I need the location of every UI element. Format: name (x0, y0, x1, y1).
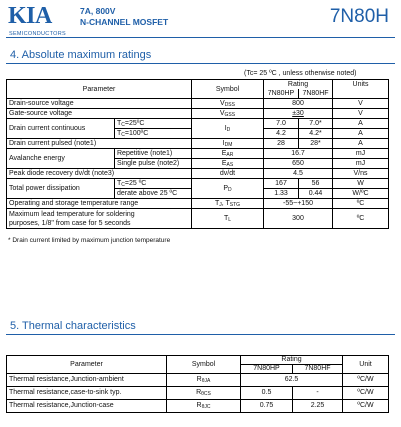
cond-tc-100: $T_C=100ºC$ (115, 129, 192, 139)
symbol-tl: $T_L$ (192, 209, 264, 229)
unit-tl: ºC (333, 209, 389, 229)
header-parameter: Parameter (7, 80, 192, 99)
table-row (7, 109, 389, 119)
param-lead-temp-line1: Maximum lead temperature for soldering (9, 210, 135, 218)
value-idm-hp: 28 (264, 139, 299, 149)
footnote: * Drain current limited by maximum junction temperature (8, 237, 171, 244)
symbol-vdss: $V_{DSS}$ (192, 99, 264, 109)
symbol-eas: $E_{AS}$ (192, 159, 264, 169)
cond-repetitive: Repetitive (note1) (115, 149, 192, 159)
value-pd-hf: 56 (299, 179, 333, 189)
param-peak-diode-recovery: Peak diode recovery dv/dt (note3) (7, 169, 192, 179)
value-rthja: 62.5 (241, 374, 343, 387)
param-lead-temp-line2: purposes, 1/8" from case for 5 seconds (9, 219, 131, 227)
param-gate-source-voltage: Gate-source voltage (7, 109, 192, 119)
table-header-row (7, 356, 389, 365)
param-drain-current-continuous: Drain current continuous (7, 119, 115, 139)
table-row (7, 179, 389, 189)
value-tl: 300 (264, 209, 333, 229)
cond-tc-25: $T_C=25ºC$ (115, 119, 192, 129)
value-rthjc-hf: 2.25 (293, 400, 343, 413)
value-rthcs-hp: 0.5 (241, 387, 293, 400)
header-symbol: Symbol (167, 356, 241, 374)
value-rthcs-hf: - (293, 387, 343, 400)
unit-vgss: V (333, 109, 389, 119)
table-row (7, 400, 389, 413)
value-idm-hf: 28* (299, 139, 333, 149)
header-rating: Rating (264, 80, 333, 90)
symbol-rthcs: $R_{\theta CS}$ (167, 387, 241, 400)
symbol-tj-tstg: $T_J$, $T_{STG}$ (192, 199, 264, 209)
unit-pd: W (333, 179, 389, 189)
header-rule (6, 37, 395, 38)
value-rthjc-hp: 0.75 (241, 400, 293, 413)
test-condition-note: (Tc= 25 ºC , unless otherwise noted) (244, 70, 357, 77)
unit-id-25: A (333, 119, 389, 129)
value-id-hf-100: 4.2* (299, 129, 333, 139)
unit-idm: A (333, 139, 389, 149)
unit-derate: W/ºC (333, 189, 389, 199)
unit-id-100: A (333, 129, 389, 139)
value-derate-hp: 1.33 (264, 189, 299, 199)
header-7n80hf: 7N80HF (293, 365, 343, 374)
section-5-rule (6, 334, 395, 335)
unit-rthjc: ºC/W (343, 400, 389, 413)
table-header-row (7, 80, 389, 90)
symbol-dvdt: dv/dt (192, 169, 264, 179)
header-parameter: Parameter (7, 356, 167, 374)
param-avalanche-energy: Avalanche energy (7, 149, 115, 169)
symbol-rthjc: $R_{\theta JC}$ (167, 400, 241, 413)
param-junction-case: Thermal resistance,Junction-case (7, 400, 167, 413)
table-row (7, 119, 389, 129)
value-id-hp-25: 7.0 (264, 119, 299, 129)
param-total-power-dissipation: Total power dissipation (7, 179, 115, 199)
header-units: Units (333, 80, 389, 99)
unit-rthcs: ºC/W (343, 387, 389, 400)
param-lead-temp (7, 209, 192, 229)
unit-ear: mJ (333, 149, 389, 159)
cond-pd-tc-25: $T_C=25$ ºC (115, 179, 192, 189)
param-case-to-sink: Thermal resistance,case-to-sink typ. (7, 387, 167, 400)
value-pd-hp: 167 (264, 179, 299, 189)
company-logo: KIA (8, 3, 52, 29)
table-row (7, 149, 389, 159)
param-junction-ambient: Thermal resistance,Junction-ambient (7, 374, 167, 387)
header-7n80hp: 7N80HP (241, 365, 293, 374)
symbol-ear: $E_{AR}$ (192, 149, 264, 159)
table-row (7, 374, 389, 387)
value-vdss: 800 (264, 99, 333, 109)
value-id-hp-100: 4.2 (264, 129, 299, 139)
header-7n80hf: 7N80HF (299, 89, 333, 99)
value-ear: 16.7 (264, 149, 333, 159)
header-7n80hp: 7N80HP (264, 89, 299, 99)
header-rating: Rating (241, 356, 343, 365)
header-symbol: Symbol (192, 80, 264, 99)
section-5-title: 5. Thermal characteristics (10, 320, 136, 332)
company-logo-subtitle: SEMICONDUCTORS (9, 31, 66, 37)
cond-derate: derate above 25 ºC (115, 189, 192, 199)
param-operating-temp: Operating and storage temperature range (7, 199, 192, 209)
value-eas: 650 (264, 159, 333, 169)
symbol-vgss: $V_{GSS}$ (192, 109, 264, 119)
symbol-idm: $I_{DM}$ (192, 139, 264, 149)
section-4-title: 4. Absolute maximum ratings (10, 49, 152, 61)
section-4-rule (6, 63, 395, 64)
table-row (7, 199, 389, 209)
header-unit: Unit (343, 356, 389, 374)
symbol-pd: $P_D$ (192, 179, 264, 199)
table-row (7, 209, 389, 229)
unit-eas: mJ (333, 159, 389, 169)
part-number: 7N80H (329, 6, 389, 27)
absolute-max-ratings-table (6, 79, 389, 229)
table-row (7, 139, 389, 149)
device-type-line: N-CHANNEL MOSFET (80, 17, 169, 27)
thermal-characteristics-table (6, 355, 389, 413)
unit-tj: ºC (333, 199, 389, 209)
unit-dvdt: V/ns (333, 169, 389, 179)
cond-single-pulse: Single pulse (note2) (115, 159, 192, 169)
unit-vdss: V (333, 99, 389, 109)
table-row (7, 169, 389, 179)
symbol-rthja: $R_{\theta JA}$ (167, 374, 241, 387)
unit-rthja: ºC/W (343, 374, 389, 387)
value-id-hf-25: 7.0* (299, 119, 333, 129)
value-dvdt: 4.5 (264, 169, 333, 179)
param-drain-source-voltage: Drain-source voltage (7, 99, 192, 109)
device-rating-line: 7A, 800V (80, 6, 116, 16)
value-tj: -55~+150 (264, 199, 333, 209)
symbol-id: $I_D$ (192, 119, 264, 139)
value-derate-hf: 0.44 (299, 189, 333, 199)
value-vgss: ±30 (264, 109, 333, 119)
param-drain-current-pulsed: Drain current pulsed (note1) (7, 139, 192, 149)
table-row (7, 387, 389, 400)
table-row (7, 99, 389, 109)
